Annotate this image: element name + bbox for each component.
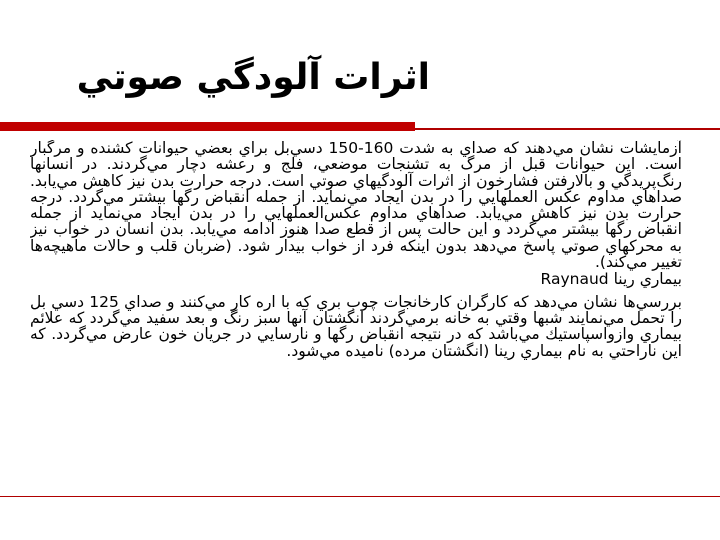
- slide-content: [30, 140, 682, 540]
- body-paragraph: بررسي‌ها نشان مي‌دهد كه كارگران كارخانجات چوب بري كه با اره كار مي‌كنند و صداي 125 دسي بل را تحمل مي‌نمايند شبها وقتي به خانه برمي‌گردند انگشتان آنها سبز رنگ و بعد سفيد مي‌گردد كه علائم بيماري وازواسپاستيك مي‌باشد كه در نتيجه انقباض رگها و نارسايي در جريان خون عارض مي‌گردد. كه اين ناراحتي به نام بيماري رينا (انگشتان مرده) ناميده مي‌شود.: [30, 292, 682, 360]
- bullet-text: آزمايشات نشان مي‌دهند كه صداي به شدت 160-150 دسي‌بل براي بعضي حيوانات كشنده و مرگبار است. اين حيوانات قبل از مرگ به تشنجات موضعي، فلج و رعشه دچار مي‌گردند. در انسانها رنگ‌پريدگي و بالارفتن فشارخون از اثرات آلودگيهاي صوتي است. درجه حرارت بدن نيز كاهش مي‌يابد. صداهاي مداوم عكس العملهايي را در بدن ايجاد مي‌نمايد. از جمله انقباض رگها بيشتر مي‌گردد. درجه حرارت بدن نيز كاهش مي‌يابد. صداهاي مداوم عكس‌العملهايي را در بدن ايجاد مي‌نمايد از جمله انقباض رگها بيشتر مي‌گردد و اين حالت پس از قطع صدا هنوز ادامه مي‌يابد. بدن انسان در خواب نيز به محركهاي صوتي پاسخ مي‌دهد بدون اينكه فرد از خواب بيدار شود. (ضربان قلب و حالات ماهيچه‌ها تغيير مي‌كند).: [30, 140, 682, 272]
- bullet-item: [30, 271, 682, 287]
- title-divider-line: [415, 128, 720, 130]
- footer-divider-line: [0, 496, 720, 497]
- slide-title: اثرات آلودگي صوتي: [76, 57, 430, 98]
- title-accent-bar: [0, 122, 415, 131]
- bullet-text: بيماري رينا Raynaud: [540, 270, 682, 289]
- bullet-item: [30, 140, 682, 270]
